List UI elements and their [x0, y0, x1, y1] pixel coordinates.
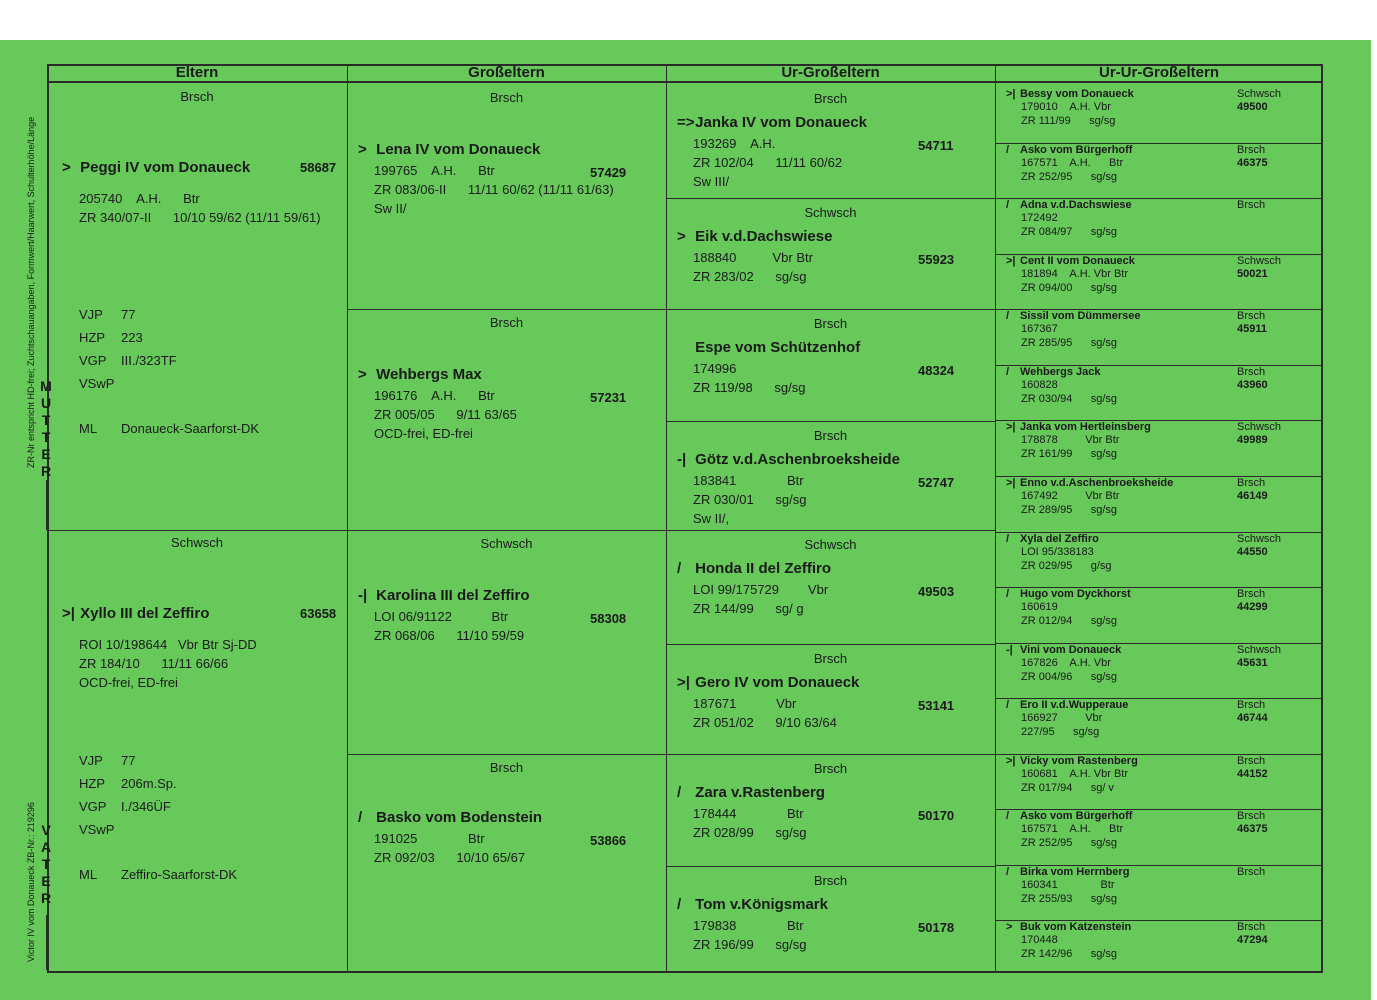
performance-line — [79, 753, 135, 768]
coat-color: Schwsch — [1237, 421, 1282, 433]
great-great-grandparent-cell — [996, 198, 1322, 254]
great-grandparent-cell — [667, 530, 994, 644]
header-ur-ur-grosseltern: Ur-Ur-Großeltern — [995, 64, 1323, 83]
info-line: ZR 068/06 11/10 59/59 — [374, 628, 525, 643]
dog-name — [1006, 533, 1099, 545]
performance-line — [79, 822, 121, 837]
dog-name-text: Wehbergs Max — [372, 366, 482, 383]
pedigree-mark: / — [1006, 310, 1010, 322]
dog-name — [677, 560, 831, 577]
coat-color: Schwsch — [1237, 533, 1282, 545]
dog-name — [1006, 588, 1131, 600]
dog-name-text: Zara v.Rastenberg — [691, 784, 825, 801]
coat-color: Brsch — [813, 91, 848, 106]
dog-name — [358, 809, 542, 826]
great-great-grandparent-cell — [996, 532, 1322, 588]
pedigree-mark: / — [1006, 588, 1010, 600]
info-line: 160341 Btr — [1021, 879, 1115, 891]
info-line: ZR 252/95 sg/sg — [1021, 837, 1117, 849]
dog-name-text: Asko vom Bürgerhoff — [1020, 810, 1133, 822]
performance-value: 223 — [121, 330, 143, 345]
dog-name — [1006, 88, 1134, 100]
coat-color: Schwsch — [804, 205, 857, 220]
info-line: ZR 012/94 sg/sg — [1021, 615, 1117, 627]
performance-key: HZP — [79, 330, 105, 345]
coat-color: Brsch — [1237, 699, 1266, 711]
performance-value: 77 — [121, 307, 136, 322]
info-line: ZR 142/96 sg/sg — [1021, 948, 1117, 960]
dog-name-text: Wehbergs Jack — [1020, 366, 1101, 378]
dog-name — [677, 451, 900, 468]
coat-color: Brsch — [489, 90, 524, 105]
info-line: 167571 A.H. Btr — [1021, 157, 1124, 169]
info-line: LOI 99/175729 Vbr — [693, 582, 829, 597]
pedigree-mark: / — [677, 896, 682, 913]
dog-name-text: Sissil vom Dümmersee — [1020, 310, 1141, 322]
coat-color: Brsch — [1237, 144, 1266, 156]
info-line: ZR 030/94 sg/sg — [1021, 393, 1117, 405]
great-great-grandparent-cell — [996, 698, 1322, 754]
dog-name — [1006, 866, 1129, 878]
pedigree-mark: >| — [62, 605, 75, 622]
side-letter: A — [40, 839, 52, 855]
info-line: 187671 Vbr — [693, 696, 797, 711]
performance-value: 206m.Sp. — [121, 776, 177, 791]
coat-color: Brsch — [1237, 755, 1266, 767]
performance-key: VGP — [79, 353, 107, 368]
dog-name — [1006, 477, 1173, 489]
side-letter: T — [41, 856, 51, 872]
info-line: ZR 029/95 g/sg — [1021, 560, 1112, 572]
dog-name — [1006, 644, 1121, 656]
dog-name-text: Basko vom Bodenstein — [372, 809, 543, 826]
dog-name-text: Honda II del Zeffiro — [691, 560, 832, 577]
registry-number: 53141 — [918, 698, 955, 713]
info-line: 191025 Btr — [374, 831, 485, 846]
info-line: 227/95 sg/sg — [1021, 726, 1100, 738]
coat-color: Schwsch — [1237, 644, 1282, 656]
dog-name-text: Espe vom Schützenhof — [691, 339, 861, 356]
dog-name — [1006, 310, 1140, 322]
info-line: 178444 Btr — [693, 806, 804, 821]
side-letter: E — [41, 446, 51, 462]
info-line: ZR 005/05 9/11 63/65 — [374, 407, 517, 422]
dog-name — [677, 784, 825, 801]
performance-value: Donaueck-Saarforst-DK — [121, 421, 259, 436]
coat-color: Schwsch — [170, 535, 224, 550]
header-grosseltern: Großeltern — [347, 64, 666, 83]
info-line: 167492 Vbr Btr — [1021, 490, 1120, 502]
info-line: 174996 — [693, 361, 737, 376]
coat-color: Brsch — [489, 315, 524, 330]
performance-line — [79, 421, 259, 436]
pedigree-mark: > — [62, 159, 71, 176]
coat-color: Schwsch — [1237, 88, 1282, 100]
dog-name-text: Buk vom Katzenstein — [1020, 921, 1132, 933]
dog-name — [1006, 755, 1138, 767]
great-great-grandparent-cell — [996, 865, 1322, 921]
info-line: ZR 092/03 10/10 65/67 — [374, 850, 526, 865]
info-line: 199765 A.H. Btr — [374, 163, 495, 178]
info-line: 183841 Btr — [693, 473, 804, 488]
info-line: 160828 — [1021, 379, 1058, 391]
dog-name — [1006, 921, 1131, 933]
great-grandparent-cell — [667, 866, 994, 973]
header-ur-grosseltern: Ur-Großeltern — [666, 64, 995, 83]
registry-number: 63658 — [300, 606, 337, 621]
coat-color: Brsch — [1237, 366, 1266, 378]
side-letter: R — [40, 890, 52, 906]
performance-value: 77 — [121, 753, 136, 768]
info-line: ZR 285/95 sg/sg — [1021, 337, 1117, 349]
registry-number: 49503 — [918, 584, 955, 599]
registry-number: 53866 — [590, 833, 627, 848]
great-great-grandparent-cell — [996, 587, 1322, 643]
great-grandparent-cell — [667, 421, 994, 530]
coat-color: Brsch — [1237, 310, 1266, 322]
coat-color: Brsch — [1237, 588, 1266, 600]
coat-color: Brsch — [1237, 921, 1266, 933]
registry-number: 44152 — [1237, 768, 1268, 780]
info-line: Sw III/ — [693, 174, 730, 189]
performance-line — [79, 867, 237, 882]
registry-number: 49989 — [1237, 434, 1268, 446]
grandparent-cell — [348, 754, 665, 973]
pedigree-mark: >| — [1006, 255, 1016, 267]
dog-name-text: Asko vom Bürgerhoff — [1020, 144, 1133, 156]
dog-name-text: Cent II vom Donaueck — [1020, 255, 1135, 267]
coat-color: Brsch — [813, 651, 848, 666]
info-line: 167571 A.H. Btr — [1021, 823, 1124, 835]
info-line: LOI 06/91122 Btr — [374, 609, 509, 624]
dog-name — [677, 228, 832, 245]
dog-name-text: Birka vom Herrnberg — [1020, 866, 1130, 878]
performance-line — [79, 353, 177, 368]
info-line: ZR 119/98 sg/sg — [693, 380, 806, 395]
info-line: OCD-frei, ED-frei — [374, 426, 473, 441]
dog-name — [677, 674, 859, 691]
grandparent-cell — [348, 84, 665, 309]
pedigree-mark: > — [358, 366, 367, 383]
info-line: 160681 A.H. Vbr Btr — [1021, 768, 1129, 780]
performance-value: III./323TF — [121, 353, 177, 368]
dog-name — [1006, 255, 1135, 267]
registry-number: 45911 — [1237, 323, 1267, 335]
dog-name — [677, 896, 828, 913]
great-great-grandparent-cell — [996, 309, 1322, 365]
info-line: ZR 051/02 9/10 63/64 — [693, 715, 837, 730]
coat-color: Schwsch — [480, 536, 533, 551]
side-letter: U — [40, 395, 52, 411]
parent-cell — [48, 84, 346, 530]
performance-key: HZP — [79, 776, 105, 791]
pedigree-mark: / — [1006, 810, 1010, 822]
pedigree-mark: / — [1006, 866, 1010, 878]
info-line: 179010 A.H. Vbr — [1021, 101, 1111, 113]
info-line: Sw II/ — [374, 201, 407, 216]
info-line: 205740 A.H. Btr — [79, 191, 200, 206]
pedigree-mark: -| — [1006, 644, 1013, 656]
side-letter: E — [41, 873, 51, 889]
dog-name — [62, 159, 250, 176]
dog-name-text: Karolina III del Zeffiro — [372, 587, 530, 604]
dog-name-text: Ero II v.d.Wupperaue — [1020, 699, 1129, 711]
great-great-grandparent-cell — [996, 476, 1322, 532]
performance-line — [79, 799, 171, 814]
info-line: 193269 A.H. — [693, 136, 776, 151]
registry-number: 55923 — [918, 252, 955, 267]
pedigree-mark: / — [1006, 366, 1010, 378]
pedigree-mark: >| — [1006, 477, 1016, 489]
info-line: ZR 144/99 sg/ g — [693, 601, 804, 616]
coat-color: Brsch — [489, 760, 524, 775]
info-line: ROI 10/198644 Vbr Btr Sj-DD — [79, 637, 257, 652]
side-note-top: ZR-Nr entspricht HD-frei; Zuchtschauangaben, Formwert/Haarwert, Schulterhöhe/Länge — [26, 116, 36, 468]
side-letter: T — [41, 429, 51, 445]
pedigree-mark: >| — [1006, 755, 1016, 767]
registry-number: 45631 — [1237, 657, 1268, 669]
side-line-father — [46, 915, 47, 970]
dog-name-text: Vicky vom Rastenberg — [1020, 755, 1138, 767]
info-line: ZR 340/07-II 10/10 59/62 (11/11 59/61) — [79, 210, 321, 225]
dog-name — [1006, 144, 1132, 156]
pedigree-mark: / — [1006, 199, 1010, 211]
info-line: 178878 Vbr Btr — [1021, 434, 1120, 446]
great-great-grandparent-cell — [996, 754, 1322, 810]
dog-name-text: Enno v.d.Aschenbroeksheide — [1020, 477, 1174, 489]
side-letter: T — [41, 412, 51, 428]
info-line: Sw II/, — [693, 511, 730, 526]
info-line: ZR 252/95 sg/sg — [1021, 171, 1117, 183]
pedigree-mark: -| — [358, 587, 368, 604]
great-great-grandparent-cell — [996, 143, 1322, 199]
info-line: 166927 Vbr — [1021, 712, 1103, 724]
dog-name-text: Vini vom Donaueck — [1020, 644, 1122, 656]
dog-name — [358, 141, 540, 158]
info-line: LOI 95/338183 — [1021, 546, 1094, 558]
info-line: OCD-frei, ED-frei — [79, 675, 178, 690]
coat-color: Brsch — [1237, 866, 1266, 878]
side-letter: M — [40, 378, 52, 394]
great-great-grandparent-cell — [996, 420, 1322, 476]
dog-name-text: Eik v.d.Dachswiese — [691, 228, 833, 245]
dog-name — [1006, 699, 1128, 711]
registry-number: 49500 — [1237, 101, 1268, 113]
pedigree-mark: / — [1006, 144, 1010, 156]
registry-number: 58308 — [590, 611, 627, 626]
registry-number: 46744 — [1237, 712, 1268, 724]
parent-cell — [48, 530, 346, 973]
dog-name — [1006, 421, 1151, 433]
coat-color: Brsch — [813, 873, 848, 888]
registry-number: 46375 — [1237, 157, 1268, 169]
registry-number: 50170 — [918, 808, 955, 823]
pedigree-mark: >| — [1006, 421, 1016, 433]
performance-value: I./346ÜF — [121, 799, 171, 814]
registry-number: 48324 — [918, 363, 955, 378]
info-line: 172492 — [1021, 212, 1058, 224]
side-line-mother — [46, 480, 47, 530]
registry-number: 47294 — [1237, 934, 1268, 946]
registry-number: 52747 — [918, 475, 955, 490]
info-line: ZR 094/00 sg/sg — [1021, 282, 1117, 294]
dog-name-text: Peggi IV vom Donaueck — [76, 159, 251, 176]
pedigree-mark: >| — [677, 674, 690, 691]
performance-key: VJP — [79, 753, 103, 768]
info-line: 181894 A.H. Vbr Btr — [1021, 268, 1129, 280]
performance-key: VGP — [79, 799, 107, 814]
great-grandparent-cell — [667, 754, 994, 866]
dog-name — [1006, 199, 1132, 211]
performance-line — [79, 376, 121, 391]
pedigree-mark: >| — [1006, 88, 1016, 100]
dog-name-text: Tom v.Königsmark — [691, 896, 828, 913]
performance-key: ML — [79, 867, 98, 882]
info-line: ZR 102/04 11/11 60/62 — [693, 155, 843, 170]
pedigree-mark: > — [677, 228, 686, 245]
coat-color: Brsch — [1237, 199, 1266, 211]
info-line: ZR 161/99 sg/sg — [1021, 448, 1117, 460]
great-grandparent-cell — [667, 309, 994, 421]
pedigree-mark: > — [1006, 921, 1013, 933]
dog-name-text: Janka IV vom Donaueck — [691, 114, 867, 131]
side-letter: R — [40, 463, 52, 479]
info-line: ZR 111/99 sg/sg — [1021, 115, 1116, 127]
coat-color: Brsch — [813, 761, 848, 776]
dog-name-text: Gero IV vom Donaueck — [691, 674, 860, 691]
great-great-grandparent-cell — [996, 87, 1322, 143]
pedigree-mark: / — [358, 809, 363, 826]
info-line: ZR 184/10 11/11 66/66 — [79, 656, 229, 671]
grandparent-cell — [348, 309, 665, 530]
info-line: ZR 196/99 sg/sg — [693, 937, 807, 952]
registry-number: 44550 — [1237, 546, 1268, 558]
great-great-grandparent-cell — [996, 254, 1322, 310]
dog-name-text: Lena IV vom Donaueck — [372, 141, 541, 158]
info-line: 179838 Btr — [693, 918, 804, 933]
info-line: ZR 283/02 sg/sg — [693, 269, 807, 284]
dog-name — [62, 605, 209, 622]
pedigree-mark: / — [1006, 699, 1010, 711]
performance-line — [79, 776, 177, 791]
great-great-grandparent-cell — [996, 643, 1322, 699]
registry-number: 54711 — [918, 138, 954, 153]
dog-name-text: Hugo vom Dyckhorst — [1020, 588, 1131, 600]
info-line: ZR 083/06-II 11/11 60/62 (11/11 61/63) — [374, 182, 614, 197]
registry-number: 46375 — [1237, 823, 1268, 835]
coat-color: Brsch — [813, 316, 848, 331]
info-line: 160619 — [1021, 601, 1058, 613]
pedigree-mark: / — [1006, 533, 1010, 545]
side-note-bottom: Victor IV vom Donaueck ZB-Nr.: 219296 — [26, 802, 36, 962]
info-line: 170448 — [1021, 934, 1058, 946]
performance-line — [79, 330, 143, 345]
great-great-grandparent-cell — [996, 920, 1322, 976]
performance-key: ML — [79, 421, 98, 436]
coat-color: Schwsch — [1237, 255, 1282, 267]
info-line: ZR 030/01 sg/sg — [693, 492, 807, 507]
pedigree-mark: > — [358, 141, 367, 158]
coat-color: Brsch — [813, 428, 848, 443]
dog-name-text: Adna v.d.Dachswiese — [1020, 199, 1132, 211]
info-line: ZR 004/96 sg/sg — [1021, 671, 1117, 683]
performance-line — [79, 307, 135, 322]
pedigree-mark: / — [677, 784, 682, 801]
pedigree-mark: / — [677, 560, 682, 577]
performance-key: VSwP — [79, 822, 115, 837]
coat-color: Brsch — [1237, 477, 1266, 489]
registry-number: 43960 — [1237, 379, 1268, 391]
registry-number: 50021 — [1237, 268, 1268, 280]
pedigree-mark: => — [677, 114, 695, 131]
dog-name — [1006, 810, 1132, 822]
dog-name — [1006, 366, 1101, 378]
info-line: 167367 — [1021, 323, 1058, 335]
dog-name — [358, 366, 482, 383]
dog-name-text: Xyllo III del Zeffiro — [76, 605, 210, 622]
info-line: ZR 017/94 sg/ v — [1021, 782, 1114, 794]
info-line: ZR 084/97 sg/sg — [1021, 226, 1117, 238]
info-line: ZR 255/93 sg/sg — [1021, 893, 1117, 905]
great-great-grandparent-cell — [996, 809, 1322, 865]
great-grandparent-cell — [667, 198, 994, 309]
performance-key: VJP — [79, 307, 103, 322]
dog-name-text: Bessy vom Donaueck — [1020, 88, 1134, 100]
grandparent-cell — [348, 530, 665, 754]
dog-name-text: Janka vom Hertleinsberg — [1020, 421, 1151, 433]
info-line: 167826 A.H. Vbr — [1021, 657, 1111, 669]
info-line: ZR 289/95 sg/sg — [1021, 504, 1117, 516]
registry-number: 58687 — [300, 160, 337, 175]
header-eltern: Eltern — [47, 64, 347, 83]
side-letter: V — [41, 822, 51, 838]
registry-number: 44299 — [1237, 601, 1268, 613]
dog-name — [677, 339, 860, 356]
registry-number: 46149 — [1237, 490, 1268, 502]
dog-name-text: Xyla del Zeffiro — [1020, 533, 1099, 545]
pedigree-mark: -| — [677, 451, 687, 468]
dog-name — [358, 587, 530, 604]
coat-color: Schwsch — [804, 537, 857, 552]
performance-key: VSwP — [79, 376, 115, 391]
great-grandparent-cell — [667, 84, 994, 198]
coat-color: Brsch — [1237, 810, 1266, 822]
info-line: 196176 A.H. Btr — [374, 388, 495, 403]
registry-number: 50178 — [918, 920, 955, 935]
great-great-grandparent-cell — [996, 365, 1322, 421]
info-line: ZR 028/99 sg/sg — [693, 825, 807, 840]
coat-color: Brsch — [180, 89, 214, 104]
registry-number: 57429 — [590, 165, 627, 180]
info-line: 188840 Vbr Btr — [693, 250, 813, 265]
dog-name — [677, 114, 867, 131]
performance-value: Zeffiro-Saarforst-DK — [121, 867, 238, 882]
registry-number: 57231 — [590, 390, 627, 405]
dog-name-text: Götz v.d.Aschenbroeksheide — [691, 451, 900, 468]
great-grandparent-cell — [667, 644, 994, 754]
